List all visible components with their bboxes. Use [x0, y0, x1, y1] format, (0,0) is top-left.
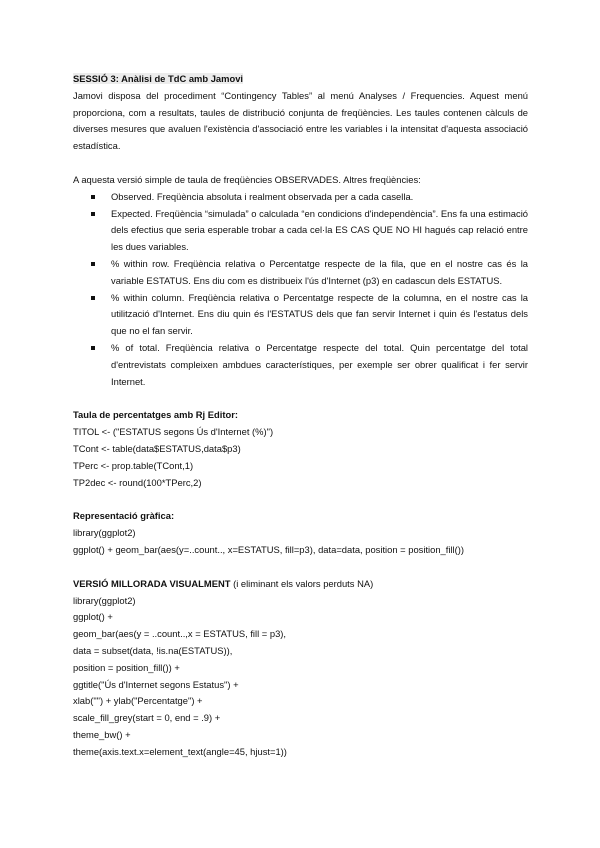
list-item-text: % within column. Freqüència relativa o Percentatge respecte de la columna, en el nostre cas la utilització d'Internet. Ens diu quin és l'ESTATUS dels que fan servir Internet i quin és l'estatus dels que no el fan servir.	[111, 291, 528, 337]
code-line: ggtitle("Ús d'Internet segons Estatus") +	[73, 678, 239, 690]
code-line: xlab("") + ylab("Percentatge") +	[73, 695, 203, 707]
bullet-square-icon	[91, 212, 95, 216]
code-line: library(ggplot2)	[73, 594, 136, 606]
intro-paragraph: Jamovi disposa del procediment “Contingency Tables” al menú Analyses / Frequencies. Aquest menú proporciona, com a resultats, taules de distribució conjunta de freqüències. Les taules contenen càlculs de diverses mesures que avaluen l'existència d'associació entre les variables i la intensitat d'aquesta associació estadística.	[73, 89, 528, 152]
section-title	[73, 71, 528, 88]
bullet-square-icon	[91, 296, 95, 300]
improved-heading	[73, 576, 528, 593]
spacer	[73, 491, 528, 508]
document-content	[73, 71, 528, 760]
bullet-square-icon	[91, 195, 95, 199]
code-line: position = position_fill()) +	[73, 661, 180, 673]
list-item-text: Expected. Freqüència “simulada” o calculada “en condicions d'independència”. Ens fa una estimació dels efectius que seria esperable trobar a cada cel·la ES CAS QUE NO HI hagués cap relació entre les dues variables.	[111, 207, 528, 253]
code-line: ggplot() +	[73, 611, 113, 623]
section-title-highlight	[73, 73, 243, 84]
section-title-rest: : Anàlisi de TdC amb Jamovi	[115, 73, 244, 84]
code-line: TP2dec <- round(100*TPerc,2)	[73, 476, 202, 488]
code-line: data = subset(data, !is.na(ESTATUS)),	[73, 644, 233, 656]
code-line: scale_fill_grey(start = 0, end = .9) +	[73, 712, 221, 724]
improved-heading-rest: (i eliminant els valors perduts NA)	[230, 577, 374, 589]
code-line: theme(axis.text.x=element_text(angle=45, hjust=1))	[73, 745, 287, 757]
spacer	[73, 155, 528, 172]
bullet-square-icon	[91, 262, 95, 266]
code-line: library(ggplot2)	[73, 527, 136, 539]
list-item	[73, 290, 528, 340]
list-item	[73, 340, 528, 390]
code-line: geom_bar(aes(y = ..count..,x = ESTATUS, fill = p3),	[73, 628, 287, 640]
table-intro: A aquesta versió simple de taula de freqüències OBSERVADES. Altres freqüències:	[73, 173, 421, 185]
list-item-text: Observed. Freqüència absoluta i realment observada per a cada casella.	[111, 190, 414, 202]
code-line: theme_bw() +	[73, 728, 131, 740]
list-item	[73, 189, 528, 206]
list-item-text: % within row. Freqüència relativa o Percentatge respecte de la fila, que en el nostre cas és la variable ESTATUS. Ens diu com es distribueix l'ús d'Internet (p3) en cadascun dels ESTATUS.	[111, 257, 528, 286]
code-line: TCont <- table(data$ESTATUS,data$p3)	[73, 442, 241, 454]
code-line: ggplot() + geom_bar(aes(y=..count.., x=ESTATUS, fill=p3), data=data, position = position_fill())	[73, 543, 464, 555]
list-item	[73, 206, 528, 256]
list-item-text: % of total. Freqüència relativa o Percentatge respecte del total. Quin percentatge del total d'entrevistats compleixen ambdues característiques, per exemple ser obrer qualificat i fer servir Internet.	[111, 341, 528, 387]
spacer	[73, 559, 528, 576]
graphic-heading: Representació gràfica:	[73, 510, 175, 522]
improved-heading-bold: VERSIÓ MILLORADA VISUALMENT	[73, 577, 231, 589]
spacer	[73, 390, 528, 407]
list-item	[73, 256, 528, 290]
percent-table-heading: Taula de percentatges amb Rj Editor:	[73, 409, 238, 421]
section-title-prefix: SESSIÓ 3	[73, 73, 116, 84]
code-line: TPerc <- prop.table(TCont,1)	[73, 459, 194, 471]
frequency-list	[73, 189, 528, 391]
code-line: TITOL <- ("ESTATUS segons Ús d'Internet (%)")	[73, 426, 274, 438]
bullet-square-icon	[91, 346, 95, 350]
